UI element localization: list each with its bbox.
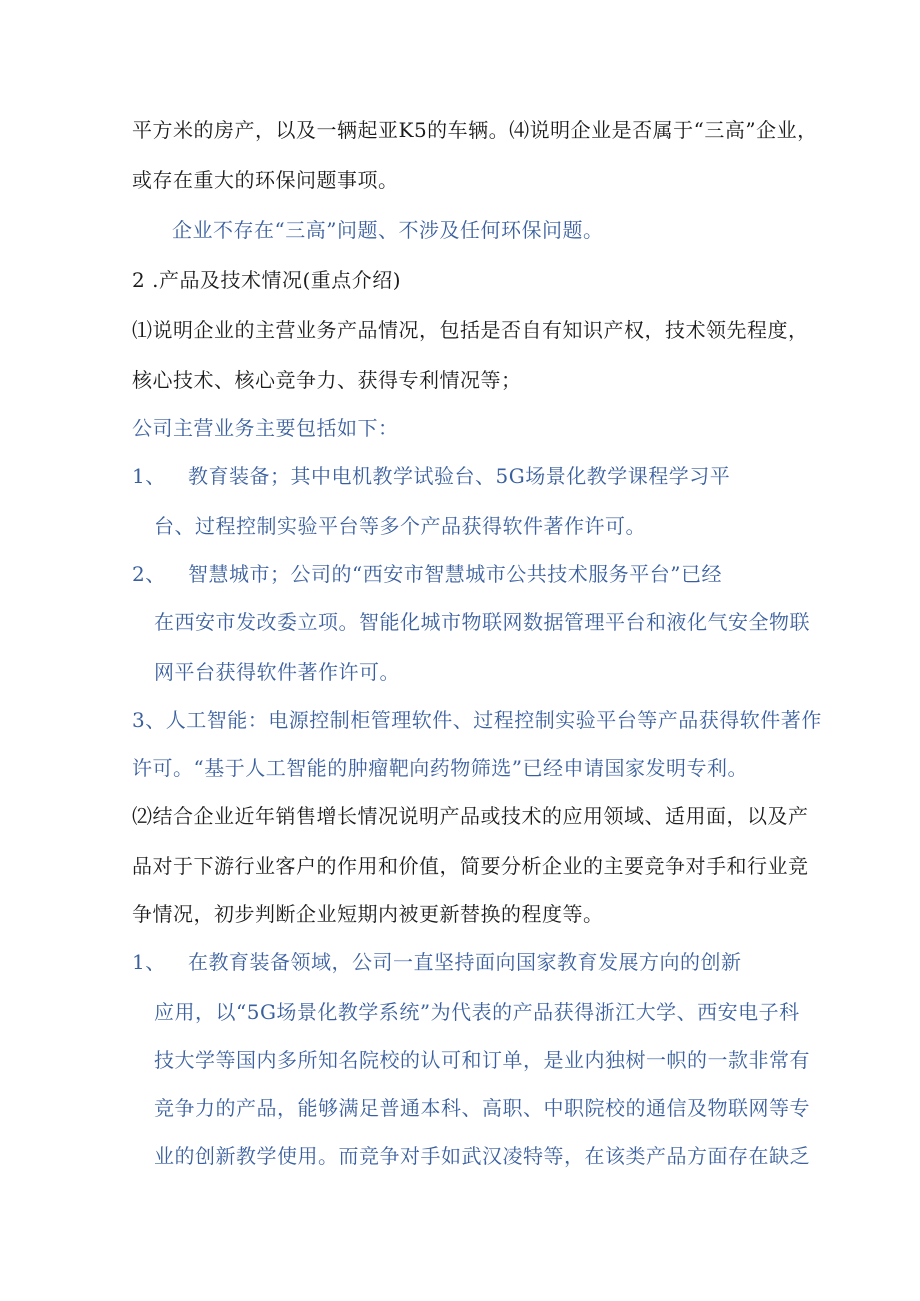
text-line: 业的创新教学使用。而竞争对手如武汉凌特等，在该类产品方面存在缺乏 — [154, 1144, 810, 1168]
text-line: 企业不存在“三高”问题、不涉及任何环保问题。 — [172, 218, 604, 242]
text-line: 公司主营业务主要包括如下： — [132, 416, 399, 440]
text-line: ⑵结合企业近年销售增长情况说明产品或技术的应用领域、适用面，以及产 — [132, 804, 809, 828]
list-item-number: 2、 — [132, 562, 166, 586]
text-line: 或存在重大的环保问题事项。 — [132, 168, 399, 192]
text-line: 技大学等国内多所知名院校的认可和订单，是业内独树一帜的一款非常有 — [154, 1048, 810, 1072]
text-line: 网平台获得软件著作许可。 — [154, 660, 400, 684]
list-item-text: 3、人工智能：电源控制柜管理软件、过程控制实验平台等产品获得软件著作 — [132, 708, 822, 732]
text-line: 在西安市发改委立项。智能化城市物联网数据管理平台和液化气安全物联 — [154, 610, 810, 634]
text-line: 争情况，初步判断企业短期内被更新替换的程度等。 — [132, 902, 604, 926]
text-line: 许可。“基于人工智能的肿瘤靶向药物筛选”已经申请国家发明专利。 — [132, 756, 748, 780]
text-line: 平方米的房产，以及一辆起亚K5的车辆。⑷说明企业是否属于“三高”企业， — [132, 118, 818, 142]
list-item-number: 1、 — [132, 950, 166, 974]
list-item-number: 1、 — [132, 464, 166, 488]
text-line: 品对于下游行业客户的作用和价值，简要分析企业的主要竞争对手和行业竞 — [132, 854, 809, 878]
list-item-text: 智慧城市；公司的“西安市智慧城市公共技术服务平台”已经 — [188, 562, 722, 586]
text-line: 竞争力的产品，能够满足普通本科、高职、中职院校的通信及物联网等专 — [154, 1096, 810, 1120]
section-heading: 2 .产品及技术情况(重点介绍) — [132, 268, 402, 292]
text-line: ⑴说明企业的主营业务产品情况，包括是否自有知识产权，技术领先程度， — [132, 318, 809, 342]
text-line: 台、过程控制实验平台等多个产品获得软件著作许可。 — [154, 514, 646, 538]
list-item-text: 在教育装备领域，公司一直坚持面向国家教育发展方向的创新 — [188, 950, 742, 974]
list-item-text: 教育装备；其中电机教学试验台、5G场景化教学课程学习平 — [188, 464, 731, 488]
text-line: 核心技术、核心竞争力、获得专利情况等； — [132, 368, 522, 392]
text-line: 应用，以“5G场景化教学系统”为代表的产品获得浙江大学、西安电子科 — [154, 1000, 800, 1024]
